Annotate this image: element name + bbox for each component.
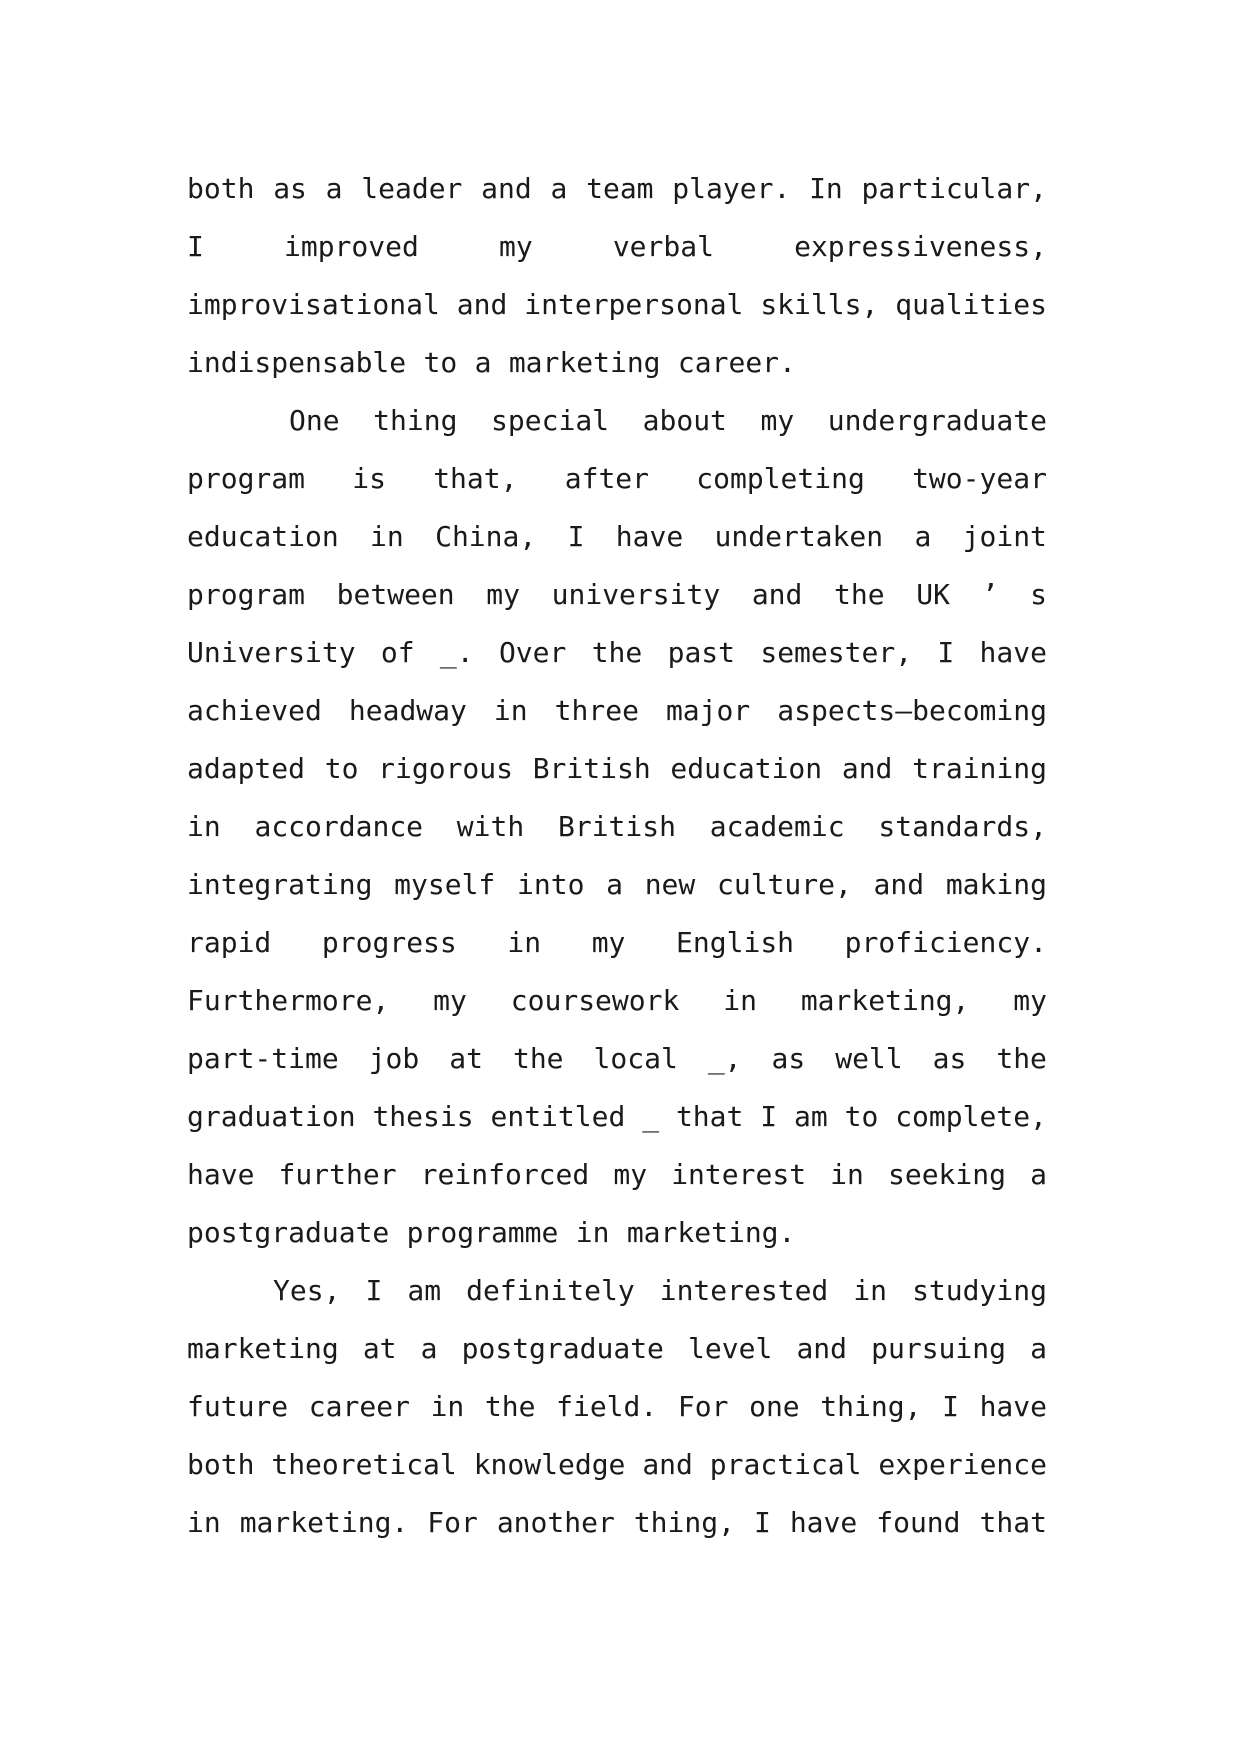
word: a xyxy=(550,172,568,205)
word: I xyxy=(187,230,204,263)
word: I xyxy=(567,520,585,553)
word: thing, xyxy=(820,1390,922,1423)
word: am xyxy=(794,1100,828,1133)
word: and xyxy=(456,288,508,321)
word: _, xyxy=(707,1042,742,1075)
word: standards, xyxy=(878,810,1047,843)
word: education xyxy=(670,752,823,785)
word: in xyxy=(723,984,757,1017)
word: undergraduate xyxy=(827,404,1047,437)
word: to xyxy=(324,752,359,785)
word: I xyxy=(942,1390,959,1423)
word: adapted xyxy=(187,752,306,785)
word: experience xyxy=(878,1448,1047,1481)
word: China, xyxy=(435,520,537,553)
word: verbal xyxy=(612,230,714,263)
word: joint xyxy=(962,520,1047,553)
word: my xyxy=(760,404,795,437)
text-line xyxy=(187,508,1047,566)
word: future xyxy=(187,1390,289,1423)
text-line xyxy=(187,856,1047,914)
word: new xyxy=(644,868,696,901)
text-line xyxy=(187,1146,1047,1204)
word: have xyxy=(789,1506,858,1539)
word: marketing xyxy=(508,346,661,379)
word: between xyxy=(336,578,455,611)
word: team xyxy=(586,172,654,205)
word: rapid xyxy=(187,926,272,959)
word: about xyxy=(642,404,727,437)
word: a xyxy=(420,1332,438,1365)
word: Furthermore, xyxy=(187,984,390,1017)
word: UK xyxy=(916,578,950,611)
word: my xyxy=(486,578,520,611)
word: practical xyxy=(709,1448,862,1481)
word: the xyxy=(591,636,643,669)
word: Over xyxy=(498,636,567,669)
word: job xyxy=(368,1042,420,1075)
text-line xyxy=(187,334,1047,392)
word: have xyxy=(979,636,1047,669)
word: career xyxy=(308,1390,410,1423)
text-line xyxy=(187,1378,1047,1436)
text-line xyxy=(187,624,1047,682)
word: with xyxy=(456,810,525,843)
word: special xyxy=(491,404,610,437)
word: In xyxy=(809,172,843,205)
word: British xyxy=(557,810,676,843)
word: the xyxy=(484,1390,536,1423)
word: university xyxy=(551,578,721,611)
word: to xyxy=(844,1100,879,1133)
text-line xyxy=(187,276,1047,334)
word: skills, xyxy=(760,288,879,321)
word: a xyxy=(914,520,932,553)
word: For xyxy=(427,1506,478,1539)
word: Yes, xyxy=(273,1274,341,1307)
word: well xyxy=(835,1042,903,1075)
word: a xyxy=(1030,1158,1047,1191)
word: of xyxy=(380,636,415,669)
word: ’ xyxy=(981,578,999,611)
word: am xyxy=(407,1274,442,1307)
word: aspects—becoming xyxy=(777,694,1047,727)
text-line xyxy=(187,1494,1047,1552)
word: accordance xyxy=(254,810,424,843)
word: indispensable xyxy=(187,346,407,379)
word: found xyxy=(876,1506,961,1539)
text-line xyxy=(187,740,1047,798)
word: expressiveness, xyxy=(794,230,1047,263)
word: career. xyxy=(677,346,796,379)
word: past xyxy=(667,636,736,669)
word: two-year xyxy=(912,462,1047,495)
word: my xyxy=(591,926,626,959)
word: in xyxy=(493,694,528,727)
word: field. xyxy=(556,1390,658,1423)
word: a xyxy=(1030,1332,1047,1365)
word: and xyxy=(841,752,893,785)
word: I xyxy=(760,1100,778,1133)
text-line xyxy=(187,218,1047,276)
word: making xyxy=(945,868,1047,901)
word: University xyxy=(187,636,356,669)
word: I xyxy=(365,1274,383,1307)
word: interested xyxy=(659,1274,829,1307)
word: in xyxy=(370,520,404,553)
word: is xyxy=(352,462,386,495)
word: headway xyxy=(348,694,467,727)
word: academic xyxy=(709,810,845,843)
text-line xyxy=(187,566,1047,624)
word: in xyxy=(507,926,542,959)
word: my xyxy=(498,230,533,263)
word: improved xyxy=(283,230,419,263)
word: and xyxy=(873,868,925,901)
word: progress xyxy=(321,926,457,959)
word: improvisational xyxy=(187,288,440,321)
word: local xyxy=(593,1042,678,1075)
word: in xyxy=(830,1158,864,1191)
word: semester, xyxy=(760,636,913,669)
word: have xyxy=(979,1390,1047,1423)
word: program xyxy=(187,462,306,495)
word: marketing. xyxy=(626,1216,796,1249)
word: completing xyxy=(696,462,865,495)
word: the xyxy=(834,578,885,611)
word: a xyxy=(474,346,492,379)
word: knowledge xyxy=(473,1448,626,1481)
word: my xyxy=(613,1158,648,1191)
text-line xyxy=(187,1204,1047,1262)
word: player. xyxy=(672,172,791,205)
text-line xyxy=(187,392,1047,450)
word: thesis xyxy=(372,1100,474,1133)
word: the xyxy=(996,1042,1047,1075)
word: as xyxy=(273,172,307,205)
word: marketing, xyxy=(800,984,970,1017)
word: in xyxy=(853,1274,888,1307)
word: that, xyxy=(433,462,518,495)
word: qualities xyxy=(895,288,1047,321)
word: another xyxy=(496,1506,615,1539)
word: entitled xyxy=(490,1100,626,1133)
word: level xyxy=(688,1332,773,1365)
word: integrating xyxy=(187,868,373,901)
word: theoretical xyxy=(271,1448,457,1481)
word: my xyxy=(433,984,467,1017)
word: myself xyxy=(394,868,496,901)
word: For xyxy=(677,1390,729,1423)
text-line xyxy=(187,1088,1047,1146)
text-line xyxy=(187,1436,1047,1494)
word: education xyxy=(187,520,339,553)
word: as xyxy=(932,1042,967,1075)
word: that xyxy=(675,1100,744,1133)
word: marketing xyxy=(187,1332,339,1365)
word: culture, xyxy=(716,868,852,901)
word: particular, xyxy=(861,172,1047,205)
word: in xyxy=(187,1506,221,1539)
word: both xyxy=(187,172,255,205)
word: in xyxy=(430,1390,465,1423)
word: programme xyxy=(406,1216,559,1249)
word: studying xyxy=(912,1274,1047,1307)
word: in xyxy=(187,810,221,843)
word: a xyxy=(325,172,343,205)
word: three xyxy=(554,694,639,727)
word: _ xyxy=(642,1100,660,1133)
word: undertaken xyxy=(714,520,884,553)
word: rigorous xyxy=(378,752,513,785)
word: s xyxy=(1030,578,1047,611)
word: _. xyxy=(439,636,474,669)
word: achieved xyxy=(187,694,322,727)
word: and xyxy=(642,1448,693,1481)
document-body xyxy=(187,160,1047,1552)
text-line xyxy=(187,1262,1047,1320)
word: have xyxy=(187,1158,255,1191)
word: as xyxy=(771,1042,806,1075)
text-line xyxy=(187,798,1047,856)
word: complete, xyxy=(895,1100,1047,1133)
word: program xyxy=(187,578,306,611)
word: interest xyxy=(671,1158,807,1191)
word: training xyxy=(912,752,1047,785)
word: definitely xyxy=(466,1274,635,1307)
word: and xyxy=(481,172,532,205)
word: coursework xyxy=(510,984,680,1017)
word: in xyxy=(575,1216,610,1249)
word: my xyxy=(1013,984,1047,1017)
word: a xyxy=(606,868,623,901)
word: interpersonal xyxy=(524,288,744,321)
word: have xyxy=(615,520,684,553)
text-line xyxy=(187,914,1047,972)
text-line xyxy=(187,160,1047,218)
word: that xyxy=(979,1506,1047,1539)
word: I xyxy=(753,1506,771,1539)
word: part-time xyxy=(187,1042,339,1075)
word: marketing. xyxy=(239,1506,409,1539)
word: British xyxy=(532,752,651,785)
text-line xyxy=(187,682,1047,740)
word: into xyxy=(517,868,585,901)
word: and xyxy=(751,578,803,611)
word: pursuing xyxy=(871,1332,1006,1365)
word: seeking xyxy=(887,1158,1006,1191)
text-line xyxy=(187,1320,1047,1378)
word: to xyxy=(423,346,458,379)
word: both xyxy=(187,1448,255,1481)
word: at xyxy=(362,1332,397,1365)
text-line xyxy=(187,1030,1047,1088)
word: the xyxy=(512,1042,564,1075)
word: at xyxy=(449,1042,483,1075)
word: proficiency. xyxy=(844,926,1047,959)
text-line xyxy=(187,972,1047,1030)
word: thing, xyxy=(633,1506,735,1539)
word: thing xyxy=(373,404,458,437)
text-line xyxy=(187,450,1047,508)
word: further xyxy=(278,1158,397,1191)
word: postgraduate xyxy=(187,1216,390,1249)
word: I xyxy=(937,636,955,669)
word: leader xyxy=(361,172,463,205)
word: major xyxy=(665,694,751,727)
word: one xyxy=(749,1390,800,1423)
word: English xyxy=(676,926,795,959)
word: reinforced xyxy=(420,1158,590,1191)
word: and xyxy=(796,1332,848,1365)
word: graduation xyxy=(187,1100,356,1133)
word: after xyxy=(564,462,650,495)
word: One xyxy=(289,404,340,437)
word: postgraduate xyxy=(461,1332,664,1365)
